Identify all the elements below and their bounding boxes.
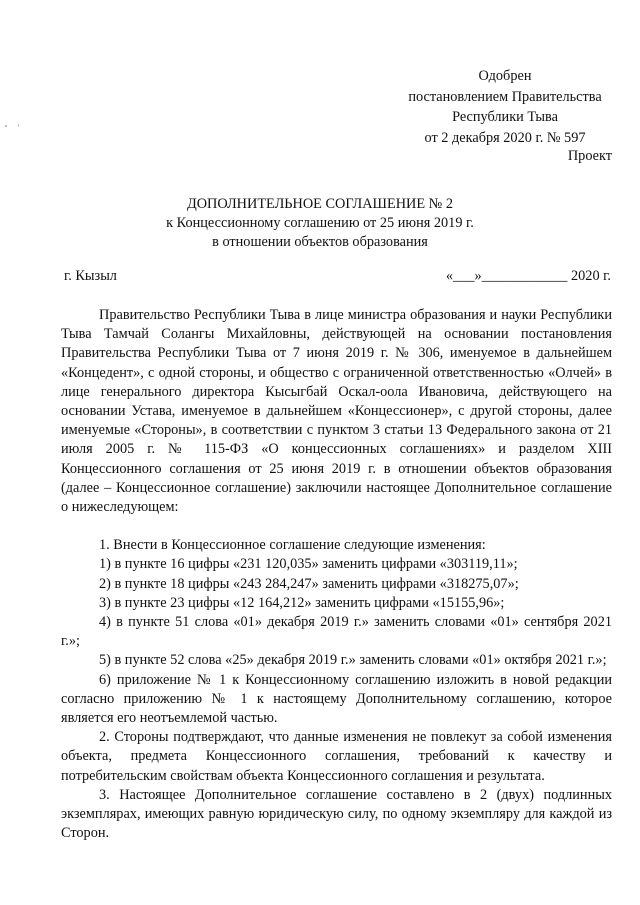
approval-line-2: постановлением Правительства [408, 88, 602, 105]
approval-stamp [395, 66, 615, 148]
clause-paragraph: 1) в пункте 16 цифры «231 120,035» заменить цифрами «303119,11»; [99, 556, 518, 573]
clause-paragraph: 4) в пункте 51 слова «01» декабря 2019 г.» заменить словами «01» сентября 2021 г.»; [61, 614, 612, 650]
clause-paragraph: 2) в пункте 18 цифры «243 284,247» заменить цифрами «318275,07»; [99, 575, 519, 592]
clause-paragraph: 1. Внести в Концессионное соглашение следующие изменения: [99, 537, 486, 554]
clause-paragraph: 3. Настоящее Дополнительное соглашение составлено в 2 (двух) подлинных экземплярах, имеющих равную юридическую силу, по одному экземпляру для каждой из Сторон. [61, 786, 612, 842]
clause-paragraph: 5) в пункте 52 слова «25» декабря 2019 г.» заменить словами «01» октября 2021 г.»; [99, 652, 607, 669]
agreement-body [61, 306, 612, 843]
draft-label: Проект [567, 148, 612, 164]
scan-speck [18, 124, 19, 127]
signing-date: «___»____________ 2020 г. [445, 268, 611, 284]
scan-speck [5, 125, 7, 127]
preamble-paragraph: Правительство Республики Тыва в лице министра образования и науки Республики Тыва Тамчай Солангы Михайловны, действующей на основании постановления Правительства Республики Тыва от 7 июня 2019 г. № 306, именуемое в дальнейшем «Концедент», с одной стороны, и общество с ограниченной ответственностью «Олчей» в лице генерального директора Кысыгбай Оскал-оола Ивановича, действующего на основании Устава, именуемое в дальнейшем «Концессионер», с другой стороны, далее именуемые «Стороны», в соответствии с пунктом 3 статьи 13 Федерального закона от 21 июля 2005 г. № 115-ФЗ «О концессионных соглашениях» и разделом XIII Концессионного соглашения от 25 июня 2019 г. в отношении объектов образования (далее – Концессионное соглашение) заключили настоящее Дополнительное соглашение о нижеследующем: [61, 307, 612, 516]
document-subtitle-1: к Концессионному соглашению от 25 июня 2019 г. [166, 215, 474, 231]
place-of-signing: г. Кызыл [64, 268, 117, 284]
approval-line-3: Республики Тыва [452, 109, 558, 125]
clause-paragraph: 2. Стороны подтверждают, что данные изменения не повлекут за собой изменения объекта, предмета Концессионного соглашения, требований к качеству и потребительским свойствам объекта Концессионного соглашения и результата. [61, 729, 612, 784]
document-subtitle-2: в отношении объектов образования [212, 234, 428, 250]
clause-paragraph: 3) в пункте 23 цифры «12 164,212» заменить цифрами «15155,96»; [99, 594, 505, 611]
clause-paragraph: 6) приложение № 1 к Концессионному соглашению изложить в новой редакции согласно приложению № 1 к настоящему Дополнительному соглашению, которое является его неотъемлемой частью. [61, 671, 612, 727]
approval-line-1: Одобрен [478, 68, 532, 84]
document-title: ДОПОЛНИТЕЛЬНОЕ СОГЛАШЕНИЕ № 2 [186, 196, 454, 212]
document-heading [0, 195, 640, 252]
approval-line-4: от 2 декабря 2020 г. № 597 [424, 129, 586, 146]
